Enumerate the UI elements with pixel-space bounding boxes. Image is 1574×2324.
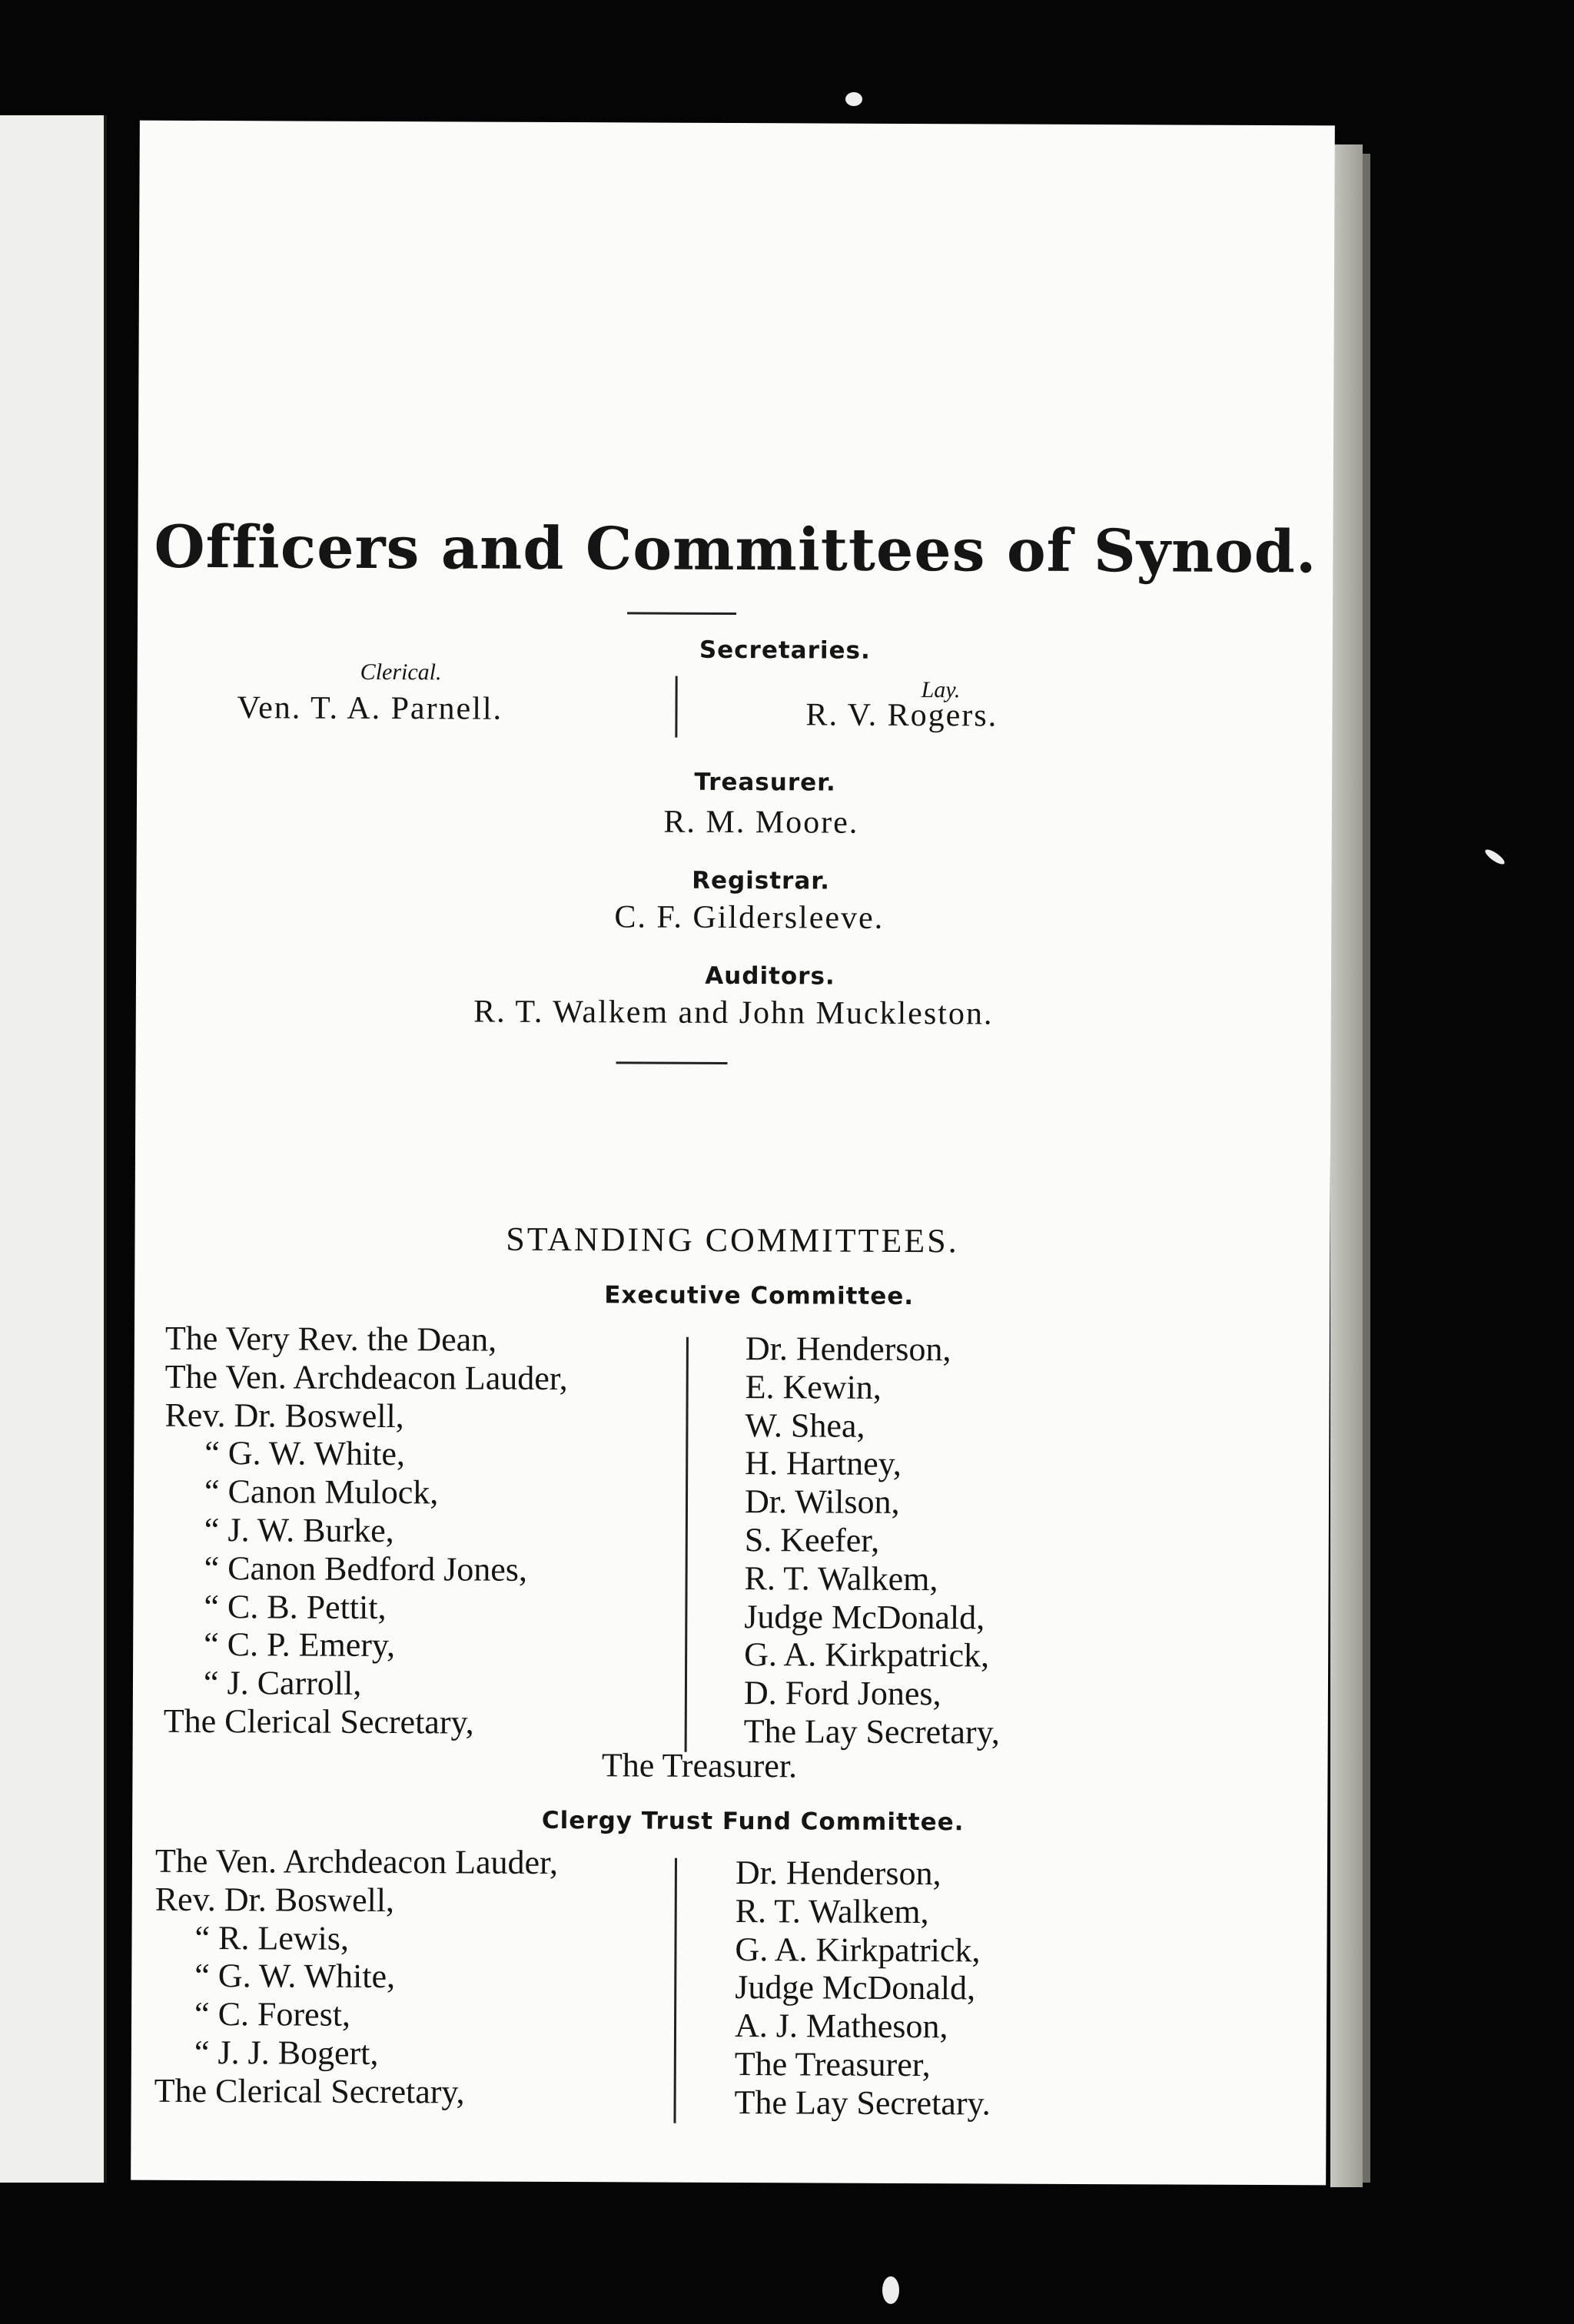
document-page [131,121,1335,2186]
list-item: W. Shea, [745,1406,865,1445]
list-item: “ J. Carroll, [203,1664,362,1703]
section-rule [616,1061,728,1064]
list-item: The Treasurer, [734,2045,931,2084]
list-item: The Ven. Archdeacon Lauder, [164,1357,568,1397]
list-item: “ C. P. Emery, [204,1625,396,1665]
treasurer-heading: Treasurer. [694,768,836,797]
dust-speck [882,2276,899,2304]
clergy-trust-fund-divider [673,1858,677,2123]
list-item: “ G. W. White, [204,1434,406,1473]
list-item: Judge McDonald, [744,1597,985,1637]
list-item: E. Kewin, [745,1367,882,1406]
list-item: Rev. Dr. Boswell, [154,1880,395,1919]
lay-label: Lay. [921,677,961,703]
list-item: The Clerical Secretary, [163,1702,474,1741]
list-item: “ G. W. White, [194,1957,396,1996]
executive-committee-footer: The Treasurer. [601,1746,798,1785]
registrar-name: C. F. Gildersleeve. [614,899,885,936]
executive-committee-heading: Executive Committee. [604,1281,915,1311]
auditors-heading: Auditors. [705,961,835,991]
list-item: Rev. Dr. Boswell, [164,1396,404,1435]
list-item: S. Keefer, [744,1521,880,1559]
list-item: R. T. Walkem, [744,1559,938,1598]
facing-page-edge [0,115,107,2183]
list-item: H. Hartney, [745,1444,902,1483]
list-item: D. Ford Jones, [743,1674,941,1713]
list-item: “ J. W. Burke, [204,1510,394,1550]
list-item: “ C. B. Pettit, [204,1587,387,1626]
list-item: Dr. Henderson, [745,1330,951,1369]
list-item: The Clerical Secretary, [154,2071,465,2111]
dust-speck [845,92,862,106]
executive-committee-laity [744,1330,1001,1751]
executive-committee-clergy [164,1320,568,1742]
clergy-trust-fund-heading: Clergy Trust Fund Committee. [541,1806,965,1837]
executive-committee-divider [685,1337,689,1752]
list-item: “ R. Lewis, [194,1918,350,1957]
clergy-trust-fund-laity [734,1854,991,2123]
list-item: “ J. J. Bogert, [194,2033,379,2072]
auditors-names: R. T. Walkem and John Muckleston. [473,994,994,1032]
secretaries-divider [675,676,677,738]
list-item: The Ven. Archdeacon Lauder, [154,1841,559,1882]
clergy-trust-fund-clergy [154,1842,559,2112]
list-item: The Lay Secretary. [734,2083,991,2123]
dust-speck [1483,847,1506,866]
list-item: A. J. Matheson, [734,2007,948,2046]
treasurer-name: R. M. Moore. [663,804,859,841]
clerical-secretary-name: Ven. T. A. Parnell. [237,690,503,727]
list-item: Dr. Henderson, [735,1854,941,1893]
page-title: Officers and Committees of Synod. [154,512,1317,586]
title-rule [627,612,736,615]
list-item: The Lay Secretary, [743,1712,1000,1751]
page-stack-shadow [1363,154,1370,2183]
registrar-heading: Registrar. [692,866,831,895]
page-stack-edge [1330,144,1363,2187]
list-item: “ Canon Bedford Jones, [204,1549,528,1589]
list-item: “ C. Forest, [194,1995,351,2034]
list-item: G. A. Kirkpatrick, [744,1635,990,1675]
lay-secretary-name: R. V. Rogers. [805,697,998,734]
clerical-label: Clerical. [360,659,442,686]
list-item: The Very Rev. the Dean, [164,1319,497,1359]
standing-committees-heading: STANDING COMMITTEES. [506,1220,959,1260]
list-item: R. T. Walkem, [735,1891,929,1931]
list-item: G. A. Kirkpatrick, [735,1930,981,1970]
list-item: Judge McDonald, [735,1968,976,2007]
list-item: “ Canon Mulock, [204,1472,439,1512]
list-item: Dr. Wilson, [744,1482,900,1522]
secretaries-heading: Secretaries. [699,636,871,665]
